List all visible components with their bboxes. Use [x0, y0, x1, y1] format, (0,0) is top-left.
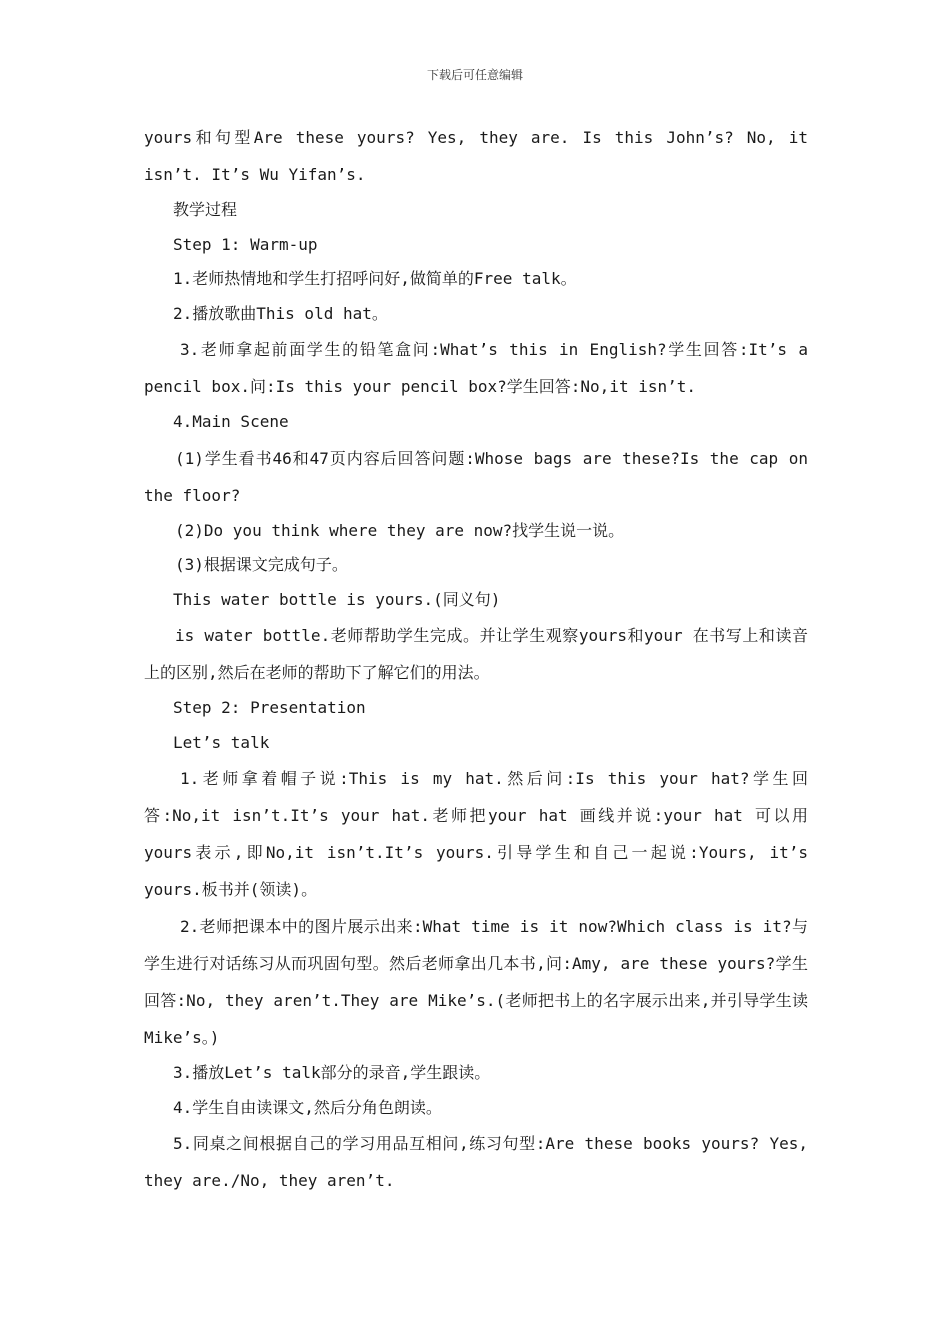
step-2-item-5: 5.同桌之间根据自己的学习用品互相问,练习句型:Are these books yours? Yes, they are./No, they aren’t.: [144, 1134, 808, 1190]
main-scene-question-1: (1)学生看书46和47页内容后回答问题:Whose bags are these?Is the cap on the floor?: [144, 448, 808, 505]
lets-talk-heading: Let’s talk: [173, 732, 270, 752]
example-explanation: is water bottle.老师帮助学生完成。并让学生观察yours和your 在书写上和读音上的区别,然后在老师的帮助下了解它们的用法。: [144, 626, 808, 682]
document-body: [144, 119, 808, 1199]
step-2-item-1: 1.老师拿着帽子说:This is my hat.然后问:Is this your hat?学生回答:No,it isn’t.It’s your hat.老师把your hat 画线并说:your hat 可以用yours表示,即No,it isn’t.It’s yours.引导学生和自己一起说:Yours, it’s yours.板书并(领读)。: [144, 769, 808, 899]
page-header: 下载后可任意编辑: [426, 68, 523, 82]
main-scene-question-2: (2)Do you think where they are now?找学生说一说。: [175, 520, 625, 540]
step-2-heading: Step 2: Presentation: [173, 698, 366, 717]
step-2-item-3: 3.播放Let’s talk部分的录音,学生跟读。: [173, 1063, 491, 1082]
step-1-item-1: 1.老师热情地和学生打招呼问好,做简单的Free talk。: [173, 269, 577, 288]
step-1-item-2: 2.播放歌曲This old hat。: [173, 303, 388, 323]
step-2-item-2: 2.老师把课本中的图片展示出来:What time is it now?Which class is it?与学生进行对话练习从而巩固句型。然后老师拿出几本书,问:Amy, are these yours?学生回答:No, they aren’t.They are Mike’s.(老师把书上的名字展示出来,并引导学生读Mike’s。): [144, 917, 808, 1047]
main-scene-question-3: (3)根据课文完成句子。: [175, 555, 348, 574]
step-1-item-4: 4.Main Scene: [173, 412, 289, 431]
step-1-heading: Step 1: Warm-up: [173, 234, 318, 254]
section-heading-process: 教学过程: [173, 200, 238, 219]
paragraph-intro: yours和句型Are these yours? Yes, they are. Is this John’s? No, it isn’t. It’s Wu Yifan’s.: [144, 128, 808, 184]
example-sentence: This water bottle is yours.(同义句): [173, 589, 501, 609]
step-2-item-4: 4.学生自由读课文,然后分角色朗读。: [173, 1097, 442, 1117]
step-1-item-3: 3.老师拿起前面学生的铅笔盒问:What’s this in English?学生回答:It’s a pencil box.问:Is this your pencil box?学生回答:No,it isn’t.: [144, 340, 808, 396]
